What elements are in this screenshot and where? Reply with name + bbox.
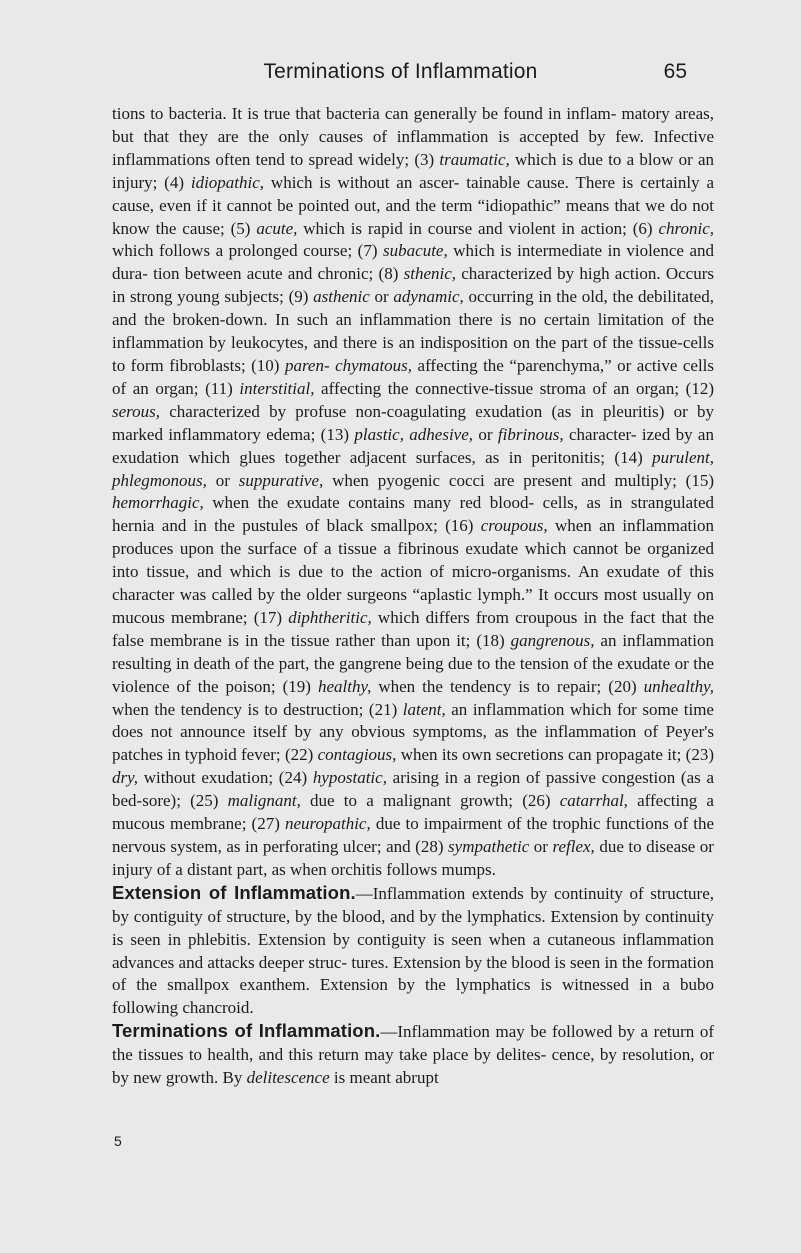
paragraph-terminations [112,1020,714,1090]
italic-term: suppurative, [238,470,324,490]
italic-term: idiopathic, [190,172,265,192]
italic-term: subacute, [383,241,448,261]
text-run: an inflammation which for some time does not announce itself by any obvious symptoms, as the inflammation of Peyer's patches in typhoid fever; (22) [112,699,714,765]
italic-term: reflex, [552,837,595,856]
italic-term: unhealthy, [643,676,714,696]
text-run: due to a malignant growth; (26) [300,791,560,811]
text-run: or [529,837,553,856]
running-title: Terminations of Inflammation [263,60,538,83]
text-run: due to disease or injury of a distant part, as when orchitis follows mumps. [112,837,714,879]
text-run: or [473,424,498,444]
italic-term: latent, [402,699,446,719]
text-run: when the tendency is to destruction; (21) [112,699,403,719]
text-run: an inflammation resulting in death of the part, the gangrene being due to the tension of the exudate or the violence of the poison; (19) [112,630,714,696]
text-run: affecting a mucous membrane; (27) [112,791,714,834]
text-run: due to impairment of the trophic functions of the nervous system, as in perforating ulcer; and (28) [112,814,714,856]
italic-term: dry, [112,768,138,788]
text-run: tions to bacteria. It is true that bacteria can generally be found in inflam- matory areas, but that they are the only causes of inflammation is accepted by few. Infective inflammations often tend to spread widely; (3) [112,104,714,169]
italic-term: traumatic, [439,149,510,169]
italic-term: plastic, adhesive, [354,424,474,444]
heading-extension: Extension of Inflammation. [112,881,356,903]
text-run: affecting the “parenchyma,” or active cells of an organ; (11) [112,355,715,398]
text-run: or [206,470,239,490]
text-run: affecting the connective-tissue stroma of an organ; (12) [314,378,714,398]
italic-term: interstitial, [239,378,315,398]
italic-term: malignant, [227,791,301,811]
text-run: which is due to a blow or an injury; (4) [112,149,715,192]
heading-terminations: Terminations of Inflammation. [112,1020,381,1042]
italic-term: diphtheritic, [288,607,372,627]
signature-mark: 5 [114,1133,122,1149]
text-run: which is rapid in course and violent in action; (6) [297,218,659,238]
text-run: characterized by high action. Occurs in strong young subjects; (9) [112,264,714,307]
italic-term: sympathetic [448,837,530,856]
text-run: when pyogenic cocci are present and multiply; (15) [323,470,714,490]
text-run: which is without an ascer- tainable cause. There is certainly a cause, even if it cannot be pointed out, and the term “idiopathic” means that we do not know the cause; (5) [112,172,714,238]
paragraph-inflammation-types [112,103,714,882]
term-delitescence: delitescence [246,1068,330,1088]
extension-text: —Inflammation extends by continuity of structure, by contiguity of structure, by the blood, and by the lymphatics. Extension by continuity is seen in phlebitis. Extension by contiguity is seen when a cutaneous inflammation advances and attacks deeper struc- tures. Extension by the blood is seen in the formation of the smallpox exanthem. Extension by the lymphatics is witnessed in a bubo following chancroid. [112,883,714,1018]
body-text [112,103,714,1090]
text-run: without exudation; (24) [137,768,313,788]
terminations-text-before: —Inflammation may be followed by a return of the tissues to health, and this return may take place by delites- cence, by resolution, or by new growth. By [112,1022,715,1088]
italic-term: hypostatic, [312,768,387,788]
italic-term: hemorrhagic, [112,493,204,513]
italic-term: acute, [256,218,298,238]
text-run: occurring in the old, the debilitated, and the broken-down. In such an inflammation there is no certain limitation of the inflammation by leukocytes, and there is an indisposition on the part of the tissue-cells to form fibroblasts; (10) [112,287,714,375]
text-run: characterized by profuse non-coagulating exudation (as in pleuritis) or by marked inflammatory edema; (13) [112,401,714,444]
italic-term: contagious, [317,745,397,765]
text-run: arising in a region of passive congestion (as a bed-sore); (25) [112,768,714,811]
italic-term: fibrinous, [497,424,564,444]
text-run: when the exudate contains many red blood- cells, as in strangulated hernia and in the pustules of black smallpox; (16) [112,493,714,536]
italic-term: healthy, [317,676,372,696]
italic-term: paren- chymatous, [284,355,413,375]
italic-term: asthenic [313,287,370,307]
italic-term: sthenic, [403,264,457,284]
paragraph-extension [112,882,714,1020]
italic-term: gangrenous, [510,630,595,650]
text-run: which follows a prolonged course; (7) [112,241,384,261]
italic-term: catarrhal, [559,791,628,811]
text-run: which differs from croupous in the fact that the false membrane is in the tissue rather than upon it; (18) [112,607,714,650]
italic-term: croupous, [480,516,548,536]
italic-term: neuropathic, [284,814,371,834]
text-run: when the tendency is to repair; (20) [371,676,644,696]
page-number: 65 [663,60,687,83]
terminations-text-after: is meant abrupt [329,1068,439,1088]
italic-term: purulent, phlegmonous, [112,447,714,490]
text-run: when its own secretions can propagate it; (23) [396,745,714,765]
page-header [0,60,801,90]
italic-term: serous, [112,401,161,421]
text-run: when an inflammation produces upon the surface of a tissue a fibrinous exudate which cannot be organized into tissue, and which is due to the action of micro-organisms. An exudate of this character was called by the older surgeons “aplastic lymph.” It occurs most usually on mucous membrane; (17) [112,516,714,627]
italic-term: adynamic, [393,287,464,307]
text-run: or [369,287,394,307]
italic-term: chronic, [658,218,714,238]
text-run: character- ized by an exudation which glues together adjacent surfaces, as in peritonitis; (14) [112,424,714,467]
text-run: which is intermediate in violence and dura- tion between acute and chronic; (8) [112,241,714,284]
